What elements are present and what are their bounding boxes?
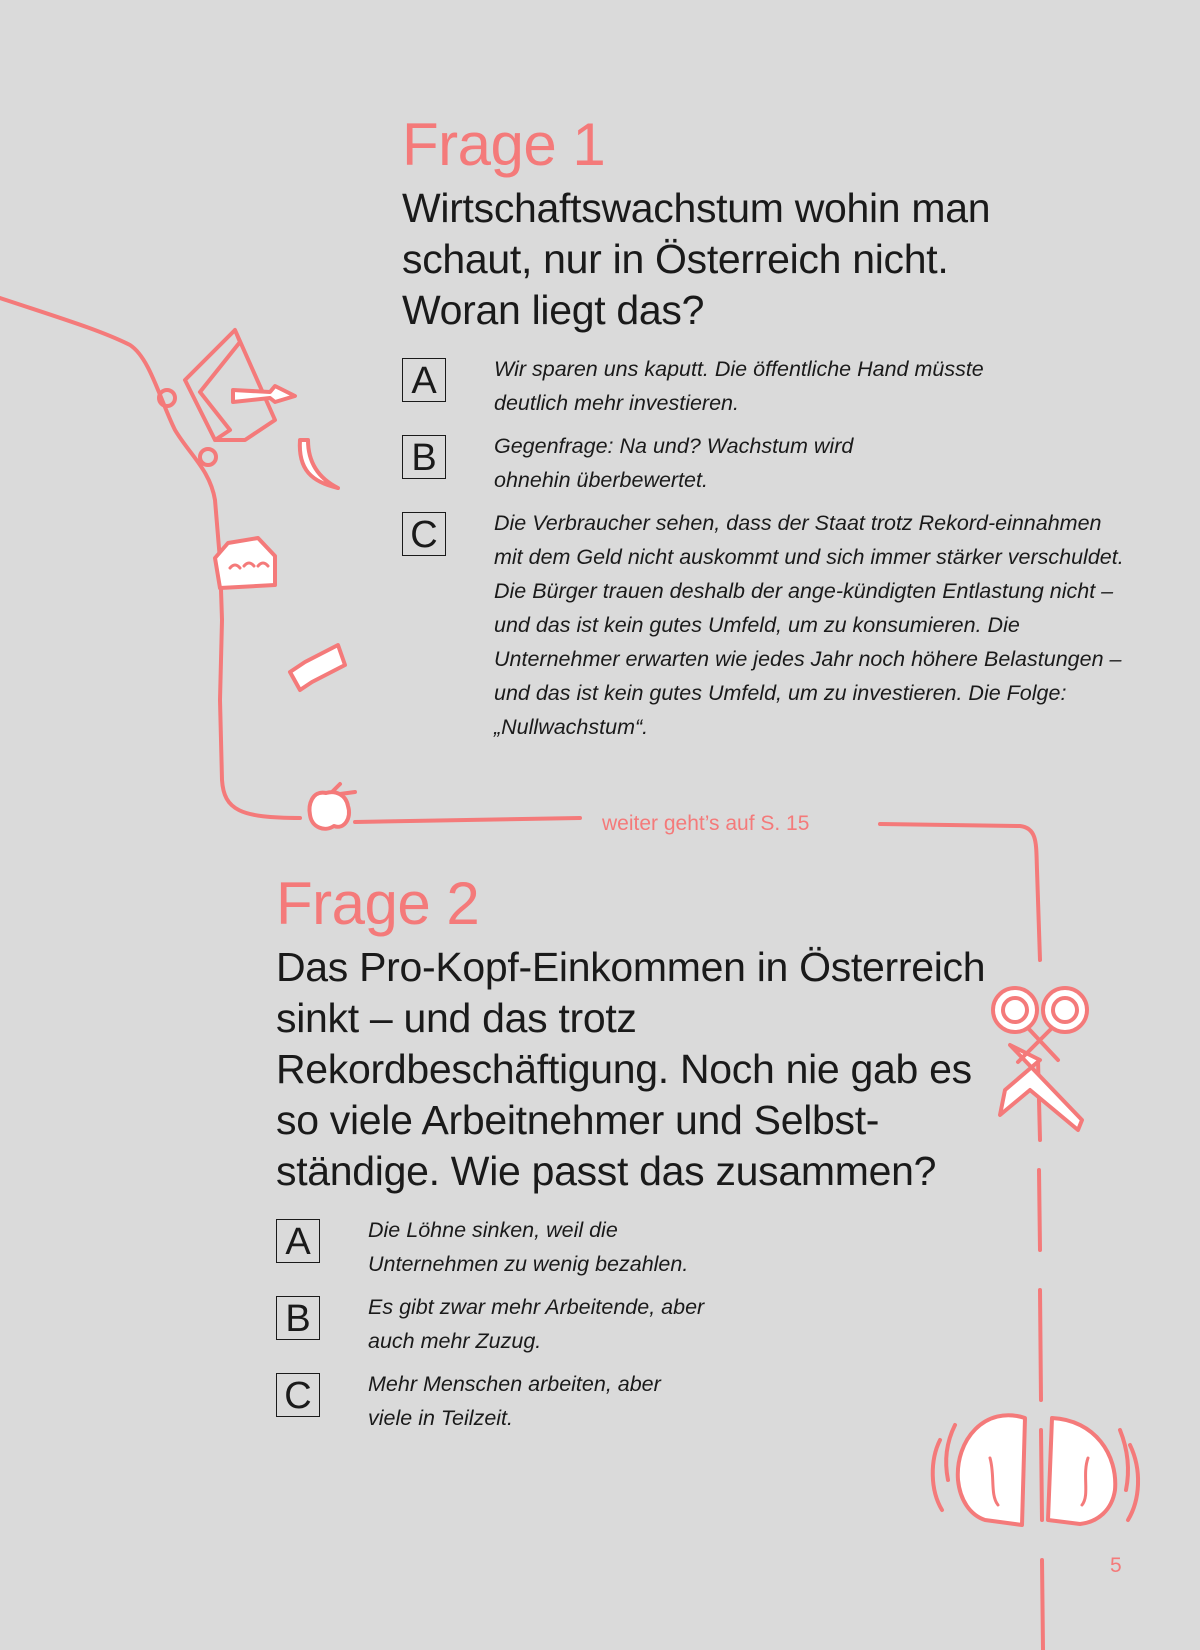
option-letter-box[interactable]: C xyxy=(402,512,446,556)
question-1-option-a[interactable] xyxy=(402,356,1162,420)
option-letter-box[interactable]: B xyxy=(402,435,446,479)
option-letter-box[interactable]: C xyxy=(276,1373,320,1417)
house-icon xyxy=(215,538,275,588)
option-text: Gegenfrage: Na und? Wachstum wird ohnehin überbewertet. xyxy=(494,434,854,492)
option-text: Es gibt zwar mehr Arbeitende, aber auch mehr Zuzug. xyxy=(368,1295,705,1353)
question-2-option-a[interactable] xyxy=(276,1217,996,1281)
scissors-icon xyxy=(993,988,1087,1130)
banana-icon xyxy=(300,440,338,488)
question-1 xyxy=(402,113,1162,757)
apple-icon xyxy=(310,784,355,829)
coin-icon xyxy=(200,449,216,465)
option-text: Die Löhne sinken, weil die Unternehmen zu wenig bezahlen. xyxy=(368,1218,689,1276)
option-text: Mehr Menschen arbeiten, aber viele in Teilzeit. xyxy=(368,1372,661,1430)
cut-line xyxy=(1038,1060,1043,1650)
option-text: Die Verbraucher sehen, dass der Staat trotz Rekord-einnahmen mit dem Geld nicht auskommt und sich immer stärker verschuldet. Die Bürger trauen deshalb der ange-kündigten Entlastung nicht – und das ist kein gutes Umfeld, um zu konsumieren. Die Unternehmer erwarten wie jedes Jahr noch höhere Belastungen – und das ist kein gutes Umfeld, um zu investieren. Die Folge: „Nullwachstum“. xyxy=(494,511,1124,739)
option-letter-box[interactable]: A xyxy=(402,358,446,402)
question-1-option-b[interactable] xyxy=(402,433,1162,497)
question-2-title: Frage 2 xyxy=(276,870,480,937)
box-icon xyxy=(185,330,275,440)
path-line-middle xyxy=(355,818,580,822)
question-1-title: Frage 1 xyxy=(402,111,606,178)
option-text: Wir sparen uns kaputt. Die öffentliche Hand müsste deutlich mehr investieren. xyxy=(494,357,984,415)
bottle-icon xyxy=(290,645,345,690)
bottle-icon xyxy=(233,386,295,402)
coin-icon xyxy=(159,390,175,406)
question-2-option-c[interactable] xyxy=(276,1371,996,1435)
option-letter-box[interactable]: A xyxy=(276,1219,320,1263)
continue-link[interactable]: weiter geht’s auf S. 15 xyxy=(602,812,810,835)
question-2-text: Das Pro-Kopf-Einkommen in Österreich sinkt – und das trotz Rekordbeschäftigung. Noch nie gab es so viele Arbeitnehmer und Selbst-ständige. Wie passt das zusammen? xyxy=(276,944,986,1194)
page-number: 5 xyxy=(1110,1554,1122,1577)
house-windows xyxy=(230,563,268,568)
option-letter-box[interactable]: B xyxy=(276,1296,320,1340)
question-2 xyxy=(276,872,996,1448)
question-2-option-b[interactable] xyxy=(276,1294,996,1358)
path-line xyxy=(0,298,300,818)
question-1-text: Wirtschaftswachstum wohin man schaut, nur in Österreich nicht. Woran liegt das? xyxy=(402,185,991,333)
question-1-option-c[interactable] xyxy=(402,510,1162,744)
